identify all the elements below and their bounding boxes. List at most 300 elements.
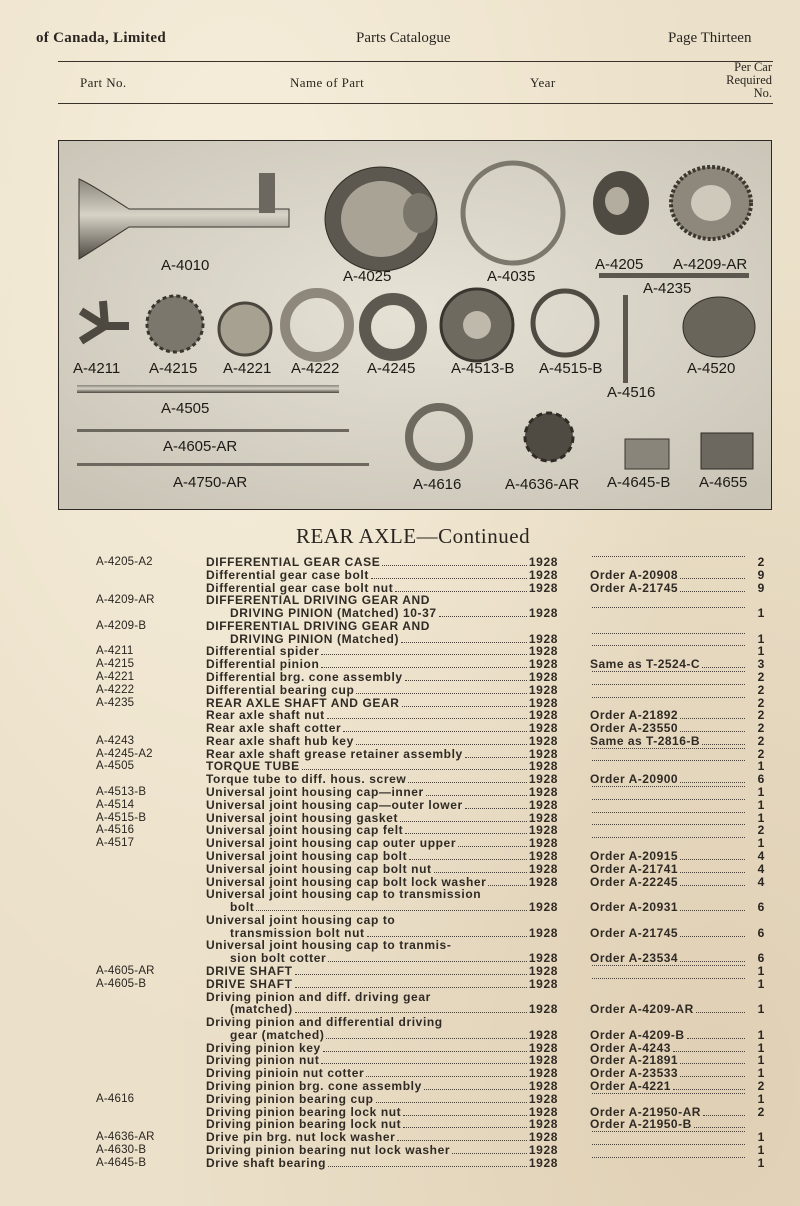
part-year: 1928 [528, 1066, 558, 1081]
part-year: 1928 [528, 900, 558, 915]
table-row [0, 939, 800, 952]
dot-leader [376, 1102, 527, 1103]
order-reference-cell [590, 952, 746, 965]
dot-leader [465, 808, 527, 809]
order-reference-cell [590, 645, 746, 649]
quantity-per-car: 6 [757, 772, 765, 787]
quantity-per-car: 9 [757, 567, 765, 582]
part-name: Universal joint housing cap—outer lower [206, 797, 463, 812]
part-number: A-4222 [96, 683, 135, 696]
part-name: Universal joint housing cap outer upper [206, 836, 457, 851]
part-number: A-4205-A2 [96, 556, 153, 568]
label-a-4636-ar: A-4636-AR [505, 476, 580, 493]
part-number: A-4235 [96, 696, 135, 709]
quantity-per-car: 1 [757, 1066, 765, 1081]
part-name: REAR AXLE SHAFT AND GEAR [206, 695, 400, 710]
part-name: (matched) [230, 1002, 293, 1017]
table-row [0, 1080, 800, 1093]
order-reference-cell [590, 812, 746, 816]
dot-leader [356, 744, 527, 745]
part-name-cell [206, 1157, 558, 1170]
order-reference-cell [590, 824, 746, 828]
part-name-cell [206, 1144, 558, 1157]
part-name: Driving pinioin nut cotter [206, 1066, 365, 1081]
part-name: Rear axle shaft hub key [206, 733, 354, 748]
label-a-4513-b: A-4513-B [451, 360, 515, 377]
table-row [0, 1157, 800, 1170]
dot-leader [592, 978, 745, 979]
dot-leader [592, 965, 745, 966]
label-a-4211: A-4211 [73, 360, 121, 377]
quantity-per-car: 1 [757, 1155, 765, 1170]
dot-leader [592, 1157, 745, 1158]
table-row [0, 863, 800, 876]
quantity-per-car: 4 [757, 848, 765, 863]
column-part-no: Part No. [80, 75, 127, 90]
quantity-per-car: 4 [757, 861, 765, 876]
part-name-cell [206, 1029, 558, 1042]
order-reference-cell [590, 1144, 746, 1148]
order-reference: Order A-4209-AR [590, 1002, 694, 1017]
part-year: 1928 [528, 555, 558, 569]
part-name-cell [206, 684, 558, 697]
dot-leader [371, 578, 527, 579]
part-year: 1928 [528, 708, 558, 723]
dot-leader [295, 974, 527, 975]
part-name: DIFFERENTIAL GEAR CASE [206, 555, 381, 569]
part-year: 1928 [528, 925, 558, 940]
quantity-per-car: 1 [757, 1053, 765, 1068]
label-a-4235: A-4235 [643, 280, 692, 297]
part-year: 1928 [528, 644, 558, 659]
part-name: DRIVING PINION (Matched) [230, 631, 400, 646]
quantity-per-car: 2 [757, 682, 765, 697]
order-reference: Order A-20900 [590, 772, 679, 787]
part-name: Universal joint housing cap bolt nut [206, 861, 432, 876]
part-name-cell [206, 569, 558, 582]
label-a-4025: A-4025 [343, 268, 392, 285]
quantity-per-car: 2 [757, 733, 765, 748]
part-name: Universal joint housing gasket [206, 810, 399, 825]
quantity-per-car: 2 [757, 721, 765, 736]
table-row [0, 914, 800, 927]
part-name: Driving pinion bearing lock nut [206, 1104, 402, 1119]
quantity-per-car: 1 [757, 1142, 765, 1157]
order-reference-cell [590, 1029, 746, 1042]
part-year: 1928 [528, 785, 558, 800]
dot-leader [592, 633, 745, 634]
part-name: Differential gear case bolt [206, 567, 369, 582]
quantity-per-car: 1 [757, 963, 765, 978]
dot-leader [405, 680, 527, 681]
label-a-4221: A-4221 [223, 360, 272, 377]
part-number: A-4616 [96, 1092, 135, 1105]
dot-leader [366, 1076, 527, 1077]
part-name: Driving pinion bearing cup [206, 1091, 374, 1106]
order-reference-cell [590, 786, 746, 790]
part-name: Differential brg. cone assembly [206, 670, 403, 685]
dot-leader [680, 910, 745, 911]
table-row [0, 748, 800, 761]
per-car-line-1: Per Car [734, 60, 772, 74]
part-name: Driving pinion and diff. driving gear [206, 989, 431, 1004]
parts-photo [58, 140, 772, 510]
part-name-cell [206, 850, 558, 863]
quantity-per-car: 6 [757, 925, 765, 940]
header-company: of Canada, Limited [36, 30, 166, 46]
dot-leader [488, 885, 526, 886]
part-number: A-4605-AR [96, 964, 155, 977]
part-year: 1928 [528, 874, 558, 889]
header-rule-bottom [58, 103, 773, 104]
order-reference: Order A-20931 [590, 900, 679, 915]
part-name-cell [206, 863, 558, 876]
order-reference: Order A-23550 [590, 721, 679, 736]
part-number: A-4630-B [96, 1143, 147, 1156]
order-reference: Order A-21892 [590, 708, 679, 723]
quantity-per-car: 1 [757, 631, 765, 646]
part-year: 1928 [528, 848, 558, 863]
part-name-cell [206, 965, 558, 978]
part-year: 1928 [528, 1040, 558, 1055]
part-name: Universal joint housing cap to tranmis- [206, 938, 452, 953]
part-name: Driving pinion key [206, 1040, 321, 1055]
label-a-4605-ar: A-4605-AR [163, 438, 238, 455]
dot-leader [680, 782, 745, 783]
part-year: 1928 [528, 810, 558, 825]
part-number: A-4209-B [96, 619, 147, 632]
part-name: Drive pin brg. nut lock washer [206, 1130, 396, 1145]
quantity-per-car: 9 [757, 580, 765, 595]
dot-leader [592, 824, 745, 825]
order-reference-cell [590, 569, 746, 582]
part-year: 1928 [528, 580, 558, 595]
part-year: 1928 [528, 951, 558, 966]
label-a-4035: A-4035 [487, 268, 536, 285]
table-row [0, 965, 800, 978]
order-reference-cell [590, 901, 746, 914]
dot-leader [592, 837, 745, 838]
part-number: A-4515-B [96, 811, 147, 824]
order-reference-cell [590, 697, 746, 701]
per-car-line-2: Required [726, 73, 772, 87]
dot-leader [395, 591, 527, 592]
order-reference-cell [590, 735, 746, 748]
dot-leader [409, 859, 527, 860]
order-reference: Order A-20915 [590, 848, 679, 863]
order-reference-cell [590, 1003, 746, 1016]
dot-leader [680, 731, 745, 732]
part-number: A-4645-B [96, 1156, 147, 1169]
part-name: Differential spider [206, 644, 320, 659]
part-name: sion bolt cotter [230, 951, 327, 966]
dot-leader [592, 786, 745, 787]
quantity-per-car: 2 [757, 708, 765, 723]
dot-leader [702, 744, 745, 745]
header-page-number: Page Thirteen [668, 30, 752, 46]
order-reference: Order A-21745 [590, 925, 679, 940]
dot-leader [592, 812, 745, 813]
part-name: Torque tube to diff. hous. screw [206, 772, 407, 787]
order-reference: Order A-21950-AR [590, 1104, 701, 1119]
order-reference: Order A-21891 [590, 1053, 679, 1068]
part-year: 1928 [528, 670, 558, 685]
dot-leader [592, 684, 745, 685]
part-number: A-4209-AR [96, 594, 155, 607]
part-name: Differential bearing cup [206, 682, 355, 697]
part-name: Universal joint housing cap to transmission [206, 887, 482, 902]
dot-leader [401, 642, 527, 643]
label-a-4209-ar: A-4209-AR [673, 256, 748, 273]
dot-leader [321, 1063, 526, 1064]
part-number: A-4514 [96, 798, 135, 811]
part-name: Differential gear case bolt nut [206, 580, 394, 595]
quantity-per-car: 1 [757, 1027, 765, 1042]
quantity-per-car: 1 [757, 606, 765, 621]
dot-leader [687, 1038, 745, 1039]
dot-leader [592, 1131, 745, 1132]
part-year: 1928 [528, 721, 558, 736]
part-name: Universal joint housing cap bolt lock washer [206, 874, 487, 889]
part-name: DRIVE SHAFT [206, 963, 293, 978]
dot-leader [328, 961, 527, 962]
part-year: 1928 [528, 695, 558, 710]
table-row [0, 799, 800, 812]
order-reference-cell [590, 876, 746, 889]
part-name: Universal joint housing cap to [206, 912, 396, 927]
part-year: 1928 [528, 1104, 558, 1119]
part-number: A-4605-B [96, 977, 147, 990]
label-a-4516: A-4516 [607, 384, 656, 401]
header-title: Parts Catalogue [356, 30, 451, 46]
part-year: 1928 [528, 963, 558, 978]
part-year: 1928 [528, 1117, 558, 1132]
order-reference-cell [590, 633, 746, 637]
table-row [0, 850, 800, 863]
order-reference-cell [590, 1080, 746, 1093]
part-name: Rear axle shaft nut [206, 708, 325, 723]
dot-leader [402, 706, 527, 707]
label-a-4205: A-4205 [595, 256, 644, 273]
dot-leader [696, 1012, 745, 1013]
order-reference: Order A-21741 [590, 861, 679, 876]
quantity-per-car: 1 [757, 797, 765, 812]
order-reference: Order A-23534 [590, 951, 679, 966]
quantity-per-car: 2 [757, 1104, 765, 1119]
part-name-cell [206, 620, 558, 633]
order-reference-cell [590, 556, 746, 560]
dot-leader [680, 1063, 745, 1064]
order-reference: Same as T-2524-C [590, 657, 701, 672]
part-name: Driving pinion and differential driving [206, 1015, 443, 1030]
part-number: A-4215 [96, 658, 135, 671]
dot-leader [465, 757, 527, 758]
quantity-per-car: 1 [757, 836, 765, 851]
quantity-per-car: 3 [757, 657, 765, 672]
dot-leader [680, 1076, 745, 1077]
order-reference-cell [590, 684, 746, 688]
dot-leader [403, 1115, 527, 1116]
quantity-per-car: 4 [757, 874, 765, 889]
table-row [0, 1042, 800, 1055]
quantity-per-car: 1 [757, 1091, 765, 1106]
part-name-cell [206, 888, 558, 901]
part-year: 1928 [528, 746, 558, 761]
part-name: Rear axle shaft grease retainer assembly [206, 746, 463, 761]
part-name: Driving pinion bearing nut lock washer [206, 1142, 451, 1157]
order-reference: Order A-23533 [590, 1066, 679, 1081]
dot-leader [592, 697, 745, 698]
part-year: 1928 [528, 733, 558, 748]
table-row [0, 952, 800, 965]
order-reference-cell [590, 850, 746, 863]
table-row [0, 569, 800, 582]
dot-leader [397, 1140, 527, 1141]
quantity-per-car: 6 [757, 951, 765, 966]
label-a-4750-ar: A-4750-AR [173, 474, 248, 491]
dot-leader [702, 667, 745, 668]
label-a-4515-b: A-4515-B [539, 360, 603, 377]
part-number: A-4245-A2 [96, 747, 153, 760]
table-row [0, 735, 800, 748]
order-reference-cell [590, 760, 746, 764]
dot-leader [592, 799, 745, 800]
part-number: A-4211 [96, 645, 134, 658]
part-number: A-4517 [96, 837, 135, 850]
column-year: Year [530, 75, 556, 90]
dot-leader [343, 731, 527, 732]
part-name: Universal joint housing cap bolt [206, 848, 408, 863]
dot-leader [592, 760, 745, 761]
dot-leader [356, 693, 526, 694]
table-row [0, 1054, 800, 1067]
dot-leader [592, 671, 745, 672]
dot-leader [256, 910, 527, 911]
quantity-per-car: 2 [757, 695, 765, 710]
order-reference-cell [590, 978, 746, 982]
part-name-cell [206, 914, 558, 927]
dot-leader [426, 795, 527, 796]
dot-leader [592, 556, 745, 557]
part-name: DIFFERENTIAL DRIVING GEAR AND [206, 593, 431, 608]
part-name-cell [206, 735, 558, 748]
order-reference: Order A-4221 [590, 1078, 671, 1093]
part-name: DRIVING PINION (Matched) 10-37 [230, 606, 437, 621]
part-name: Driving pinion nut [206, 1053, 320, 1068]
part-name: Driving pinion brg. cone assembly [206, 1078, 422, 1093]
table-row [0, 620, 800, 633]
part-year: 1928 [528, 631, 558, 646]
label-a-4505: A-4505 [161, 400, 210, 417]
order-reference: Same as T-2816-B [590, 733, 701, 748]
dot-leader [321, 667, 526, 668]
dot-leader [405, 833, 527, 834]
part-name-cell [206, 799, 558, 812]
part-year: 1928 [528, 1002, 558, 1017]
quantity-per-car: 2 [757, 555, 765, 569]
table-row [0, 1118, 800, 1131]
label-a-4222: A-4222 [291, 360, 340, 377]
table-row [0, 697, 800, 710]
dot-leader [452, 1153, 527, 1154]
dot-leader [382, 565, 527, 566]
dot-leader [673, 1051, 745, 1052]
quantity-per-car: 2 [757, 670, 765, 685]
order-reference: Order A-20908 [590, 567, 679, 582]
part-name: Driving pinion bearing lock nut [206, 1117, 402, 1132]
order-reference-cell [590, 607, 746, 611]
dot-leader [321, 654, 526, 655]
table-row [0, 978, 800, 991]
quantity-per-car: 1 [757, 1040, 765, 1055]
dot-leader [458, 846, 527, 847]
order-reference-cell [590, 965, 746, 969]
part-name-cell [206, 978, 558, 991]
order-reference-cell [590, 927, 746, 940]
dot-leader [327, 718, 527, 719]
part-number: A-4505 [96, 760, 135, 773]
quantity-per-car: 1 [757, 1002, 765, 1017]
part-year: 1928 [528, 1155, 558, 1170]
part-number: A-4243 [96, 734, 135, 747]
dot-leader [680, 872, 745, 873]
order-reference-cell [590, 799, 746, 803]
part-name: Rear axle shaft cotter [206, 721, 342, 736]
part-year: 1928 [528, 976, 558, 991]
order-reference-cell [590, 582, 746, 595]
label-a-4245: A-4245 [367, 360, 416, 377]
part-name: Universal joint housing cap—inner [206, 785, 424, 800]
part-year: 1928 [528, 1130, 558, 1145]
dot-leader [295, 1012, 527, 1013]
dot-leader [328, 1166, 527, 1167]
dot-leader [592, 1093, 745, 1094]
quantity-per-car: 2 [757, 823, 765, 838]
part-name: bolt [230, 900, 255, 915]
dot-leader [694, 1127, 745, 1128]
table-row [0, 888, 800, 901]
dot-leader [592, 1144, 745, 1145]
part-name: Differential pinion [206, 657, 320, 672]
dot-leader [302, 769, 527, 770]
part-year: 1928 [528, 1142, 558, 1157]
dot-leader [680, 961, 745, 962]
table-row [0, 684, 800, 697]
dot-leader [323, 1051, 527, 1052]
part-number: A-4221 [96, 671, 135, 684]
header-rule-top [58, 61, 773, 62]
label-a-4215: A-4215 [149, 360, 198, 377]
part-year: 1928 [528, 797, 558, 812]
dot-leader [434, 872, 527, 873]
quantity-per-car: 6 [757, 900, 765, 915]
table-row [0, 1093, 800, 1106]
part-name: DIFFERENTIAL DRIVING GEAR AND [206, 618, 431, 633]
order-reference: Order A-4209-B [590, 1027, 685, 1042]
section-title: REAR AXLE—Continued [296, 524, 531, 548]
dot-leader [680, 718, 745, 719]
part-name: Drive shaft bearing [206, 1155, 327, 1170]
order-reference-cell [590, 863, 746, 876]
dot-leader [592, 607, 745, 608]
part-year: 1928 [528, 1027, 558, 1042]
order-reference-cell [590, 1157, 746, 1161]
dot-leader [424, 1089, 527, 1090]
label-a-4655: A-4655 [699, 474, 748, 491]
dot-leader [408, 782, 527, 783]
dot-leader [326, 1038, 526, 1039]
order-reference: Order A-4243 [590, 1040, 671, 1055]
